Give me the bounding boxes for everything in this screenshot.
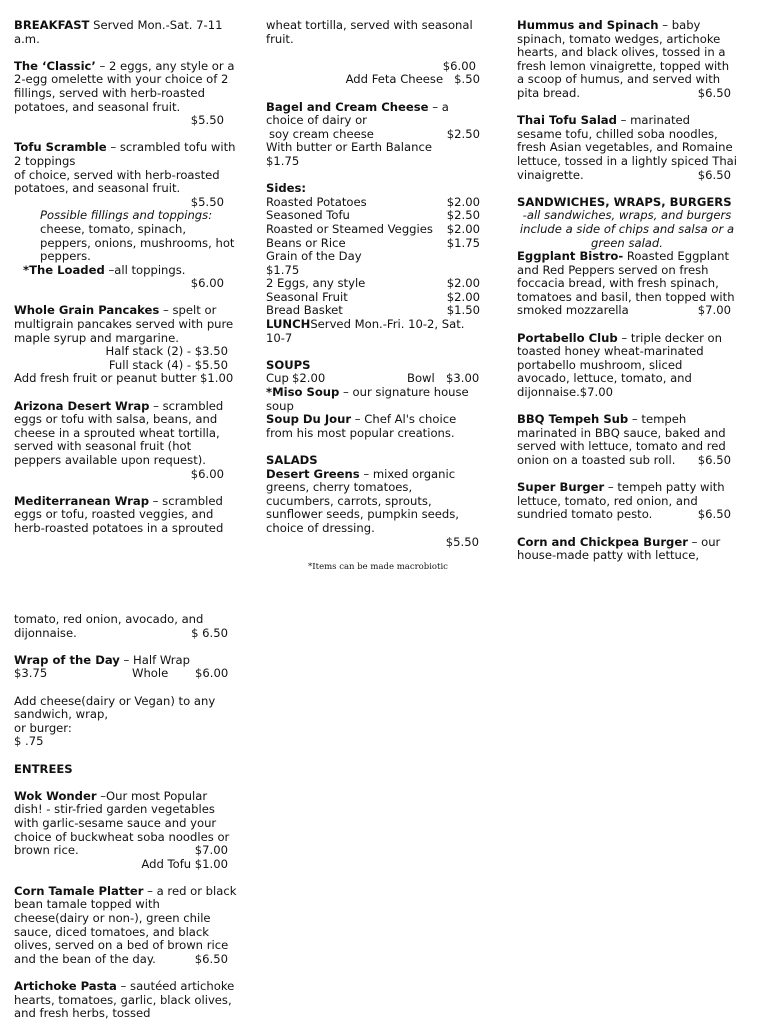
item-name: Soup Du Jour (266, 412, 352, 427)
menu-item-tofu-scramble (14, 141, 238, 291)
sides-section (266, 182, 480, 345)
feta-label: Add Feta Cheese (345, 72, 444, 87)
side-price: $2.00 (446, 221, 480, 236)
item-description: – a (428, 99, 449, 114)
menu-item-classic (14, 60, 238, 128)
soup-size-row (266, 372, 480, 386)
soups-section (266, 359, 480, 441)
item-description: – scrambled eggs or tofu, roasted veggies, and herb-roasted potatoes in a sprouted (14, 493, 224, 535)
item-description: – scrambled eggs or tofu with salsa, beans, and cheese in a sprouted wheat tortilla, served with seasonal fruit (hot peppers available upon request). (14, 398, 224, 467)
side-label: Beans or Rice (266, 235, 346, 250)
item-name: Mediterranean Wrap (14, 493, 149, 508)
item-description: choice of dairy or (266, 113, 367, 128)
menu-column-4 (14, 613, 238, 1021)
item-description: – our signature house soup (266, 385, 469, 413)
item-price: $6.00 (190, 276, 224, 291)
bowl-price: $3.00 (446, 371, 480, 386)
addon-text: Add cheese(dairy or Vegan) to any sandwich, wrap, (14, 693, 216, 722)
menu-item-arizona-wrap (14, 400, 238, 482)
item-price: $6.50 (697, 85, 731, 100)
side-row (266, 277, 480, 291)
side-label: Seasoned Tofu (266, 208, 350, 223)
menu-column-2 (266, 19, 480, 549)
item-description: – triple decker on toasted honey wheat-marinated portabello mushroom, sliced avocado, lettuce, tomato, and dijonnaise. (517, 330, 722, 400)
menu-item-mediterranean-wrap (14, 495, 238, 536)
side-label: Roasted or Steamed Veggies (266, 221, 433, 236)
sides-heading: Sides: (266, 181, 307, 196)
item-description: – a red or black bean tamale topped with cheese(dairy or non-), green chile sauce, diced tomatoes, and black olives, served on a bed of brown rice and the bean of the day. (14, 883, 237, 966)
item-description: wheat tortilla, served with seasonal fruit. (266, 18, 473, 46)
cup-label: Cup (266, 371, 289, 386)
item-name: Thai Tofu Salad (517, 113, 617, 128)
item-description: – scrambled tofu with 2 toppings (14, 140, 236, 168)
item-name: *Miso Soup (266, 385, 340, 400)
item-description: –all toppings. (104, 262, 186, 277)
fillings-block (14, 209, 238, 263)
side-row (266, 304, 480, 318)
menu-item-wrap-of-day (14, 654, 238, 681)
soups-heading: SOUPS (266, 357, 311, 372)
item-description: – 2 eggs, any style or a 2-egg omelette with your choice of 2 fillings, served with herb-roasted potatoes, and seasonal fruit. (14, 58, 235, 114)
cheese-addon (14, 695, 238, 749)
item-price: $5.50 (190, 194, 224, 209)
item-description: – spelt or multigrain pancakes served with pure maple syrup and margarine. (14, 303, 234, 345)
item-name: Arizona Desert Wrap (14, 398, 150, 413)
item-description: – tempeh marinated in BBQ sauce, baked and served with lettuce, tomato and red onion on a toasted sub roll. (517, 412, 726, 467)
side-label: 2 Eggs, any style (266, 276, 366, 291)
item-name: The ‘Classic’ (14, 58, 96, 73)
menu-item-super-burger (517, 481, 737, 522)
item-description: – Chef Al's choice from his most popular creations. (266, 412, 457, 440)
menu-item-thai-tofu (517, 114, 737, 182)
sandwiches-note: -all sandwiches, wraps, and burgers include a side of chips and salsa or a green salad. (519, 208, 735, 250)
item-price: $7.00 (194, 843, 228, 858)
menu-item-corn-chickpea (517, 536, 737, 563)
pancakes-half-stack: Half stack (2) - $3.50 (105, 344, 228, 359)
bagel-butter-price: $1.75 (266, 153, 300, 168)
bowl-label: Bowl (407, 371, 435, 386)
item-description: – mixed organic greens, cherry tomatoes, cucumbers, carrots, sprouts, sunflower seeds, pumpkin seeds, choice of dressing. (266, 466, 459, 535)
loaded-line (14, 264, 238, 278)
side-label: Bread Basket (266, 303, 343, 318)
menu-column-1 (14, 19, 238, 536)
corn-chickpea-continued (14, 613, 238, 640)
menu-item-wok-wonder (14, 790, 238, 872)
item-description: – baby spinach, tomato wedges, artichoke hearts, and black olives, tossed in a fresh lemon vinaigrette, topped with a scoop of humus, and served with pita bread. (517, 18, 730, 100)
salads-heading: SALADS (266, 453, 318, 467)
item-name: Eggplant Bistro- (517, 249, 624, 264)
item-name: Whole Grain Pancakes (14, 303, 160, 318)
wok-addon: Add Tofu $1.00 (141, 856, 228, 871)
item-price: $7.00 (697, 303, 731, 318)
salads-section (266, 454, 480, 549)
item-name: Wrap of the Day (14, 652, 120, 667)
sandwiches-section (517, 196, 737, 250)
breakfast-heading: BREAKFAST (14, 18, 90, 32)
side-price: $2.00 (446, 194, 480, 209)
menu-column-3 (517, 19, 737, 563)
item-price: $5.50 (190, 113, 224, 128)
item-name: Wok Wonder (14, 788, 97, 803)
breakfast-section-header (14, 19, 238, 46)
menu-item-eggplant (517, 250, 737, 318)
item-price: $6.00 (190, 466, 224, 481)
bagel-butter-option: With butter or Earth Balance (266, 140, 432, 155)
side-price: $1.75 (446, 235, 480, 250)
menu-item-hummus (517, 19, 737, 101)
item-name: *The Loaded (23, 262, 105, 277)
menu-item-bagel (266, 101, 480, 169)
item-name: Corn Tamale Platter (14, 883, 144, 898)
breakfast-hours: Served Mon.-Sat. 7-11 a.m. (14, 18, 223, 46)
addon-text: or burger: (14, 720, 72, 735)
bagel-price-row (266, 128, 480, 142)
side-row (266, 209, 480, 223)
pancakes-full-stack: Full stack (4) - $5.50 (108, 357, 228, 372)
item-name: Hummus and Spinach (517, 18, 659, 32)
item-description: –Our most Popular dish! - stir-fried garden vegetables with garlic-sesame sauce and your choice of buckwheat soba noodles or brown rice. (14, 788, 230, 858)
item-description: tomato, red onion, avocado, and dijonnaise. (14, 612, 204, 640)
item-name: Desert Greens (266, 466, 360, 481)
item-description: Roasted Eggplant and Red Peppers served on fresh foccacia bread, with fresh spinach, tomatoes and basil, then topped with smoked mozzarella (517, 249, 735, 318)
menu-item-bbq-tempeh (517, 413, 737, 467)
side-row (266, 196, 480, 210)
addon-price: $ .75 (14, 734, 44, 749)
item-price: $2.50 (446, 126, 480, 141)
feta-price: $.50 (454, 72, 480, 87)
side-row (266, 237, 480, 251)
item-name: BBQ Tempeh Sub (517, 412, 629, 427)
item-price: $6.50 (697, 453, 731, 467)
item-price: $6.50 (697, 507, 731, 522)
lunch-heading: LUNCH (266, 317, 311, 332)
feta-addon (266, 73, 480, 87)
fillings-label: Possible fillings and toppings: (40, 208, 213, 223)
cup-price: $2.00 (292, 371, 326, 386)
side-label: Grain of the Day (266, 249, 362, 264)
item-description: – tempeh patty with lettuce, tomato, red onion, and sundried tomato pesto. (517, 480, 725, 522)
entrees-heading-block (14, 763, 238, 777)
item-price: $ 6.50 (191, 625, 228, 640)
wrap-whole-label: Whole (132, 666, 169, 681)
side-label: Seasonal Fruit (266, 289, 348, 304)
item-description: – sautéed artichoke hearts, tomatoes, garlic, black olives, and fresh herbs, tossed (14, 979, 235, 1021)
wrap-whole-price: $6.00 (195, 666, 229, 681)
side-label: Roasted Potatoes (266, 194, 367, 209)
menu-item-portabello (517, 332, 737, 400)
wrap-half-price: $3.75 (14, 666, 48, 681)
pancakes-addon: Add fresh fruit or peanut butter $1.00 (14, 371, 234, 386)
menu-item-artichoke-pasta (14, 980, 238, 1021)
side-row (266, 223, 480, 237)
menu-item-corn-tamale (14, 885, 238, 967)
item-name: Bagel and Cream Cheese (266, 99, 429, 114)
item-price: $7.00 (579, 385, 613, 400)
sandwiches-heading: SANDWICHES, WRAPS, BURGERS (517, 194, 732, 209)
side-price: $1.50 (446, 303, 480, 318)
item-price: $6.50 (194, 951, 228, 966)
menu-item-pancakes (14, 304, 238, 386)
mediterranean-continued (266, 19, 480, 87)
item-price: $6.50 (697, 167, 731, 182)
macrobiotic-footnote: *Items can be made macrobiotic (308, 562, 448, 572)
item-description: soy cream cheese (269, 126, 374, 141)
side-row (266, 291, 480, 305)
item-description: of choice, served with herb-roasted potatoes, and seasonal fruit. (14, 167, 220, 196)
item-description: – Half Wrap (119, 652, 191, 667)
wrap-price-row (14, 667, 238, 681)
side-price: $2.00 (446, 276, 480, 291)
item-name: Tofu Scramble (14, 140, 107, 155)
item-description: – our house-made patty with lettuce, (517, 534, 721, 563)
entrees-heading: ENTREES (14, 761, 73, 776)
item-price: $6.00 (442, 58, 476, 73)
side-price: $1.75 (266, 262, 300, 277)
item-price: $5.50 (445, 534, 479, 549)
lunch-hours: Served Mon.-Fri. 10-2, Sat. 10-7 (266, 317, 465, 345)
side-price: $2.50 (446, 208, 480, 223)
side-price: $2.00 (446, 289, 480, 304)
item-name: Portabello Club (517, 330, 618, 345)
item-description: – marinated sesame tofu, chilled soba noodles, fresh Asian vegetables, and Romaine lettuce, tossed in a lightly spiced Thai vinaigrette. (517, 113, 738, 182)
item-name: Artichoke Pasta (14, 979, 117, 994)
fillings-list: cheese, tomato, spinach, peppers, onions, mushrooms, hot peppers. (40, 221, 235, 264)
item-name: Corn and Chickpea Burger (517, 534, 688, 549)
item-name: Super Burger (517, 480, 605, 495)
